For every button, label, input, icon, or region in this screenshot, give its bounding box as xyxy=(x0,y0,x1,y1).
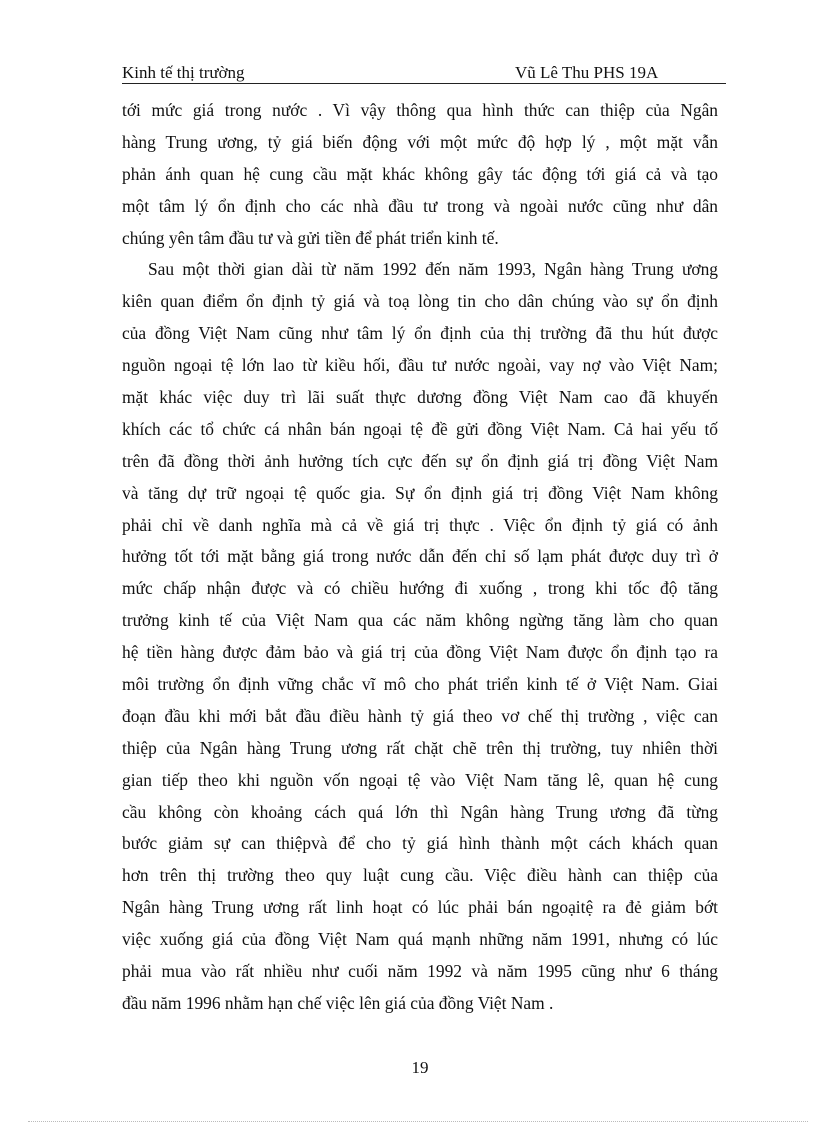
text-line: nguồn ngoại tệ lớn lao từ kiều hối, đầu tư nước ngoài, vay nợ vào Việt Nam; xyxy=(122,355,718,376)
text-line: hàng Trung ương, tỷ giá biến động với một mức độ hợp lý , một mặt vẫn xyxy=(122,131,718,152)
text-line: trưởng kinh tế của Việt Nam qua các năm không ngừng tăng làm cho quan xyxy=(122,610,718,631)
text-line: mặt khác việc duy trì lãi suất thực dương đồng Việt Nam cao đã khuyến xyxy=(122,387,718,408)
text-line: kiên quan điểm ổn định tỷ giá và toạ lòng tin cho dân chúng vào sự ổn định xyxy=(122,291,718,312)
page-bottom-divider xyxy=(28,1121,808,1122)
text-line: khích các tổ chức cá nhân bán ngoại tệ đề gửi đồng Việt Nam. Cả hai yếu tố xyxy=(122,418,718,439)
header-author: Vũ Lê Thu PHS 19A xyxy=(515,63,659,82)
header-subject: Kinh tế thị trường xyxy=(122,63,245,82)
text-line: phải mua vào rất nhiều như cuối năm 1992 và năm 1995 cũng như 6 tháng xyxy=(122,961,718,982)
text-line: một tâm lý ổn định cho các nhà đầu tư trong và ngoài nước cũng như dân xyxy=(122,195,718,216)
text-line: hơn trên thị trường theo quy luật cung cầu. Việc điều hành can thiệp của xyxy=(122,865,718,886)
running-header xyxy=(122,63,726,84)
text-line: việc xuống giá của đồng Việt Nam quá mạnh những năm 1991, nhưng có lúc xyxy=(122,929,718,950)
text-line: cầu không còn khoảng cách quá lớn thì Ngân hàng Trung ương đã từng xyxy=(122,801,718,822)
text-line: phải chỉ về danh nghĩa mà cả về giá trị thực . Việc ổn định tỷ giá có ảnh xyxy=(122,514,718,535)
text-line: Sau một thời gian dài từ năm 1992 đến năm 1993, Ngân hàng Trung ương xyxy=(148,259,718,280)
text-line: bước giảm sự can thiệpvà để cho tỷ giá hình thành một cách khách quan xyxy=(122,833,718,854)
page-number: 19 xyxy=(411,1058,429,1077)
body-text xyxy=(122,95,718,1020)
text-line: và tăng dự trữ ngoại tệ quốc gia. Sự ổn định giá trị đồng Việt Nam không xyxy=(122,482,718,503)
text-line: đầu năm 1996 nhằm hạn chế việc lên giá của đồng Việt Nam . xyxy=(122,992,554,1013)
text-line: tới mức giá trong nước . Vì vậy thông qua hình thức can thiệp của Ngân xyxy=(122,100,718,120)
text-line: trên đã đồng thời ảnh hưởng tích cực đến sự ổn định giá trị đồng Việt Nam xyxy=(122,450,718,471)
text-line: Ngân hàng Trung ương rất linh hoạt có lúc phải bán ngoạitệ ra đẻ giảm bớt xyxy=(122,897,718,918)
text-line: phản ánh quan hệ cung cầu mặt khác không gây tác động tới giá cả và tạo xyxy=(122,163,718,184)
text-line: đoạn đầu khi mới bắt đầu điều hành tỷ giá theo vơ chế thị trường , việc can xyxy=(122,705,718,726)
text-line: hệ tiền hàng được đảm bảo và giá trị của đồng Việt Nam được ổn định tạo ra xyxy=(122,642,718,663)
text-line: của đồng Việt Nam cũng như tâm lý ổn định của thị trường đã thu hút được xyxy=(122,323,718,344)
text-line: gian tiếp theo khi nguồn vốn ngoại tệ vào Việt Nam tăng lê, quan hệ cung xyxy=(122,769,718,790)
text-line: hưởng tốt tới mặt bằng giá trong nước dẫn đến chỉ số lạm phát được duy trì ở xyxy=(122,546,718,567)
text-line: chúng yên tâm đầu tư và gửi tiền để phát triển kinh tế. xyxy=(122,227,499,248)
text-line: thiệp của Ngân hàng Trung ương rất chặt chẽ trên thị trường, tuy nhiên thời xyxy=(122,737,718,758)
text-line: môi trường ổn định vững chắc vĩ mô cho phát triển kinh tế ở Việt Nam. Giai xyxy=(122,674,718,695)
text-line: mức chấp nhận được và có chiều hướng đi xuống , trong khi tốc độ tăng xyxy=(122,578,718,599)
